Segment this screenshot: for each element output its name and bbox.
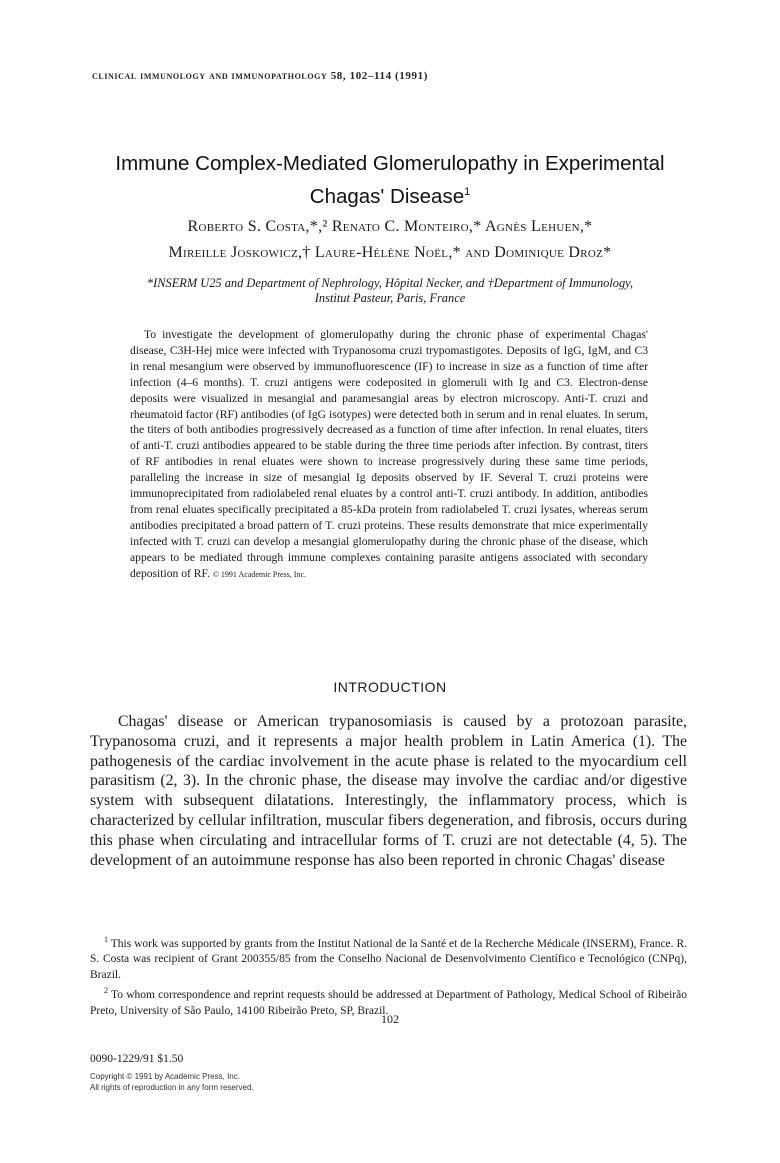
article-code: 0090-1229/91 $1.50: [90, 1053, 184, 1065]
introduction-paragraph: Chagas' disease or American trypanosomiasis is caused by a protozoan parasite, Trypanosoma cruzi, and it represents a major health problem in Latin America (1). The pathogenesis of the cardiac involvement in the acute phase is related to the myocardium cell parasitism (2, 3). In the chronic phase, the disease may involve the cardiac and/or digestive system with subsequent dilatations. Interestingly, the inflammatory process, which is characterized by cellular infiltration, muscular fibers degeneration, and fibrosis, occurs during this phase when circulating and intracellular forms of T. cruzi are not detectable (4, 5). The development of an autoimmune response has also been reported in chronic Chagas' disease: [90, 713, 687, 869]
footnotes: [90, 932, 687, 1019]
title-line-2-text: Chagas' Disease: [309, 185, 465, 208]
affiliation: [60, 276, 720, 306]
affiliation-line-1: *INSERM U25 and Department of Nephrology, Hôpital Necker, and †Department of Immunology,: [146, 276, 634, 290]
copyright-line-1: Copyright © 1991 by Academic Press, Inc.: [90, 1072, 240, 1081]
article-title: [60, 150, 720, 211]
footnote-2-text: To whom correspondence and reprint requests should be addressed at Department of Pathology, Medical School of Ribeirão Preto, University of São Paulo, 14100 Ribeirão Preto, SP, Brazil.: [90, 989, 687, 1017]
title-footnote-mark: 1: [464, 186, 471, 198]
authors-line-2: Mireille Joskowicz,† Laure-Hélène Noël,* and Dominique Droz*: [168, 244, 612, 261]
footnote-1-mark: 1: [104, 935, 108, 944]
author-list: [60, 214, 720, 266]
abstract: [130, 327, 648, 583]
copyright-notice: [90, 1072, 254, 1093]
section-heading-introduction: INTRODUCTION: [333, 679, 447, 695]
title-line-2: [60, 178, 720, 211]
copyright-line-2: All rights of reproduction in any form reserved.: [90, 1082, 254, 1092]
abstract-copyright: © 1991 Academic Press, Inc.: [212, 569, 306, 579]
running-head: clinical immunology and immunopathology 58, 102–114 (1991): [92, 70, 428, 82]
page-number: 102: [381, 1012, 399, 1026]
abstract-text: To investigate the development of glomerulopathy during the chronic phase of experimental Chagas' disease, C3H-Hej mice were infected with Trypanosoma cruzi trypomastigotes. Deposits of IgG, IgM, and C3 in renal mesangium were observed by immunofluorescence (IF) to increase in size as a function of time after infection (4–6 months). T. cruzi antigens were codeposited in glomeruli with Ig and C3. Electron-dense deposits were visualized in mesangial and paramesangial areas by electron microscopy. Anti-T. cruzi and rheumatoid factor (RF) antibodies (of IgG isotypes) were detected both in serum and in renal eluates. In serum, the titers of both antibodies progressively decreased as a function of time after infection. In renal eluates, titers of anti-T. cruzi antibodies appeared to be stable during the three time periods after infection. By contrast, titers of RF antibodies in renal eluates were shown to increase progressively during these same time periods, paralleling the increase in size of mesangial Ig deposits observed by IF. Several T. cruzi proteins were immunoprecipitated from radiolabeled renal eluates by a control anti-T. cruzi antibody. In addition, antibodies from renal eluates specifically precipitated a 85-kDa protein from radiolabeled T. cruzi lysates, whereas serum antibodies precipitated a broad pattern of T. cruzi proteins. These results demonstrate that mice experimentally infected with T. cruzi can develop a mesangial glomerulopathy during the chronic phase of the disease, which appears to be mediated through immune complexes containing parasite antigens associated with secondary deposition of RF.: [130, 328, 648, 580]
title-line-1: Immune Complex-Mediated Glomerulopathy in Experimental: [115, 152, 665, 175]
affiliation-line-2: Institut Pasteur, Paris, France: [314, 291, 466, 305]
authors-line-1: Roberto S. Costa,*,² Renato C. Monteiro,* Agnès Lehuen,*: [187, 218, 593, 235]
footnote-1-text: This work was supported by grants from the Institut National de la Santé et de la Recherche Médicale (INSERM), France. R. S. Costa was recipient of Grant 200355/85 from the Conselho Nacional de Desenvolvimento Científico e Tecnológico (CNPq), Brazil.: [90, 937, 687, 981]
footnote-2-mark: 2: [104, 986, 108, 996]
footnote-1: [90, 932, 687, 983]
